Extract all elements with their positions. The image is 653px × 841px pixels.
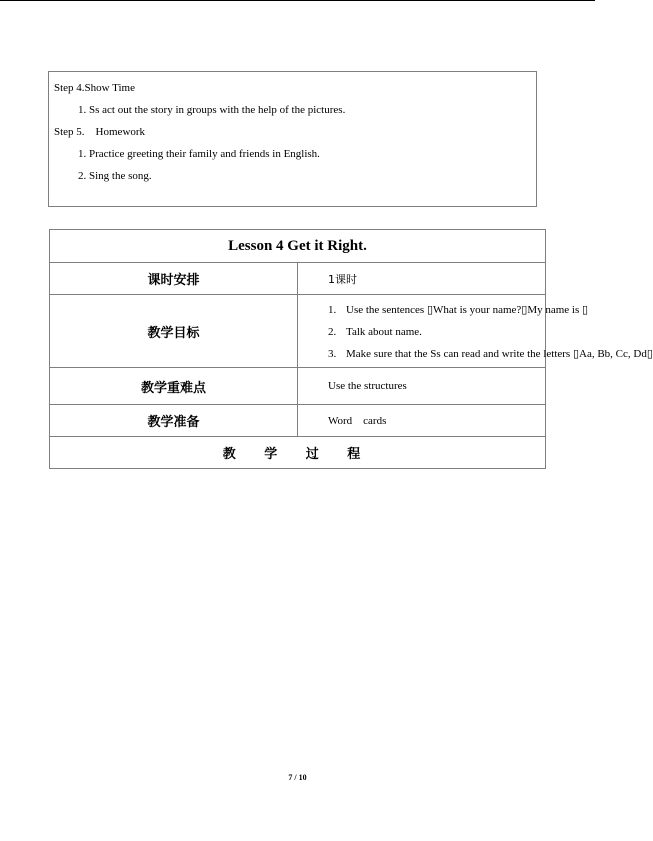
previous-lesson-steps-box — [48, 71, 537, 207]
objectives-list — [298, 295, 653, 367]
objectives-cell — [298, 295, 653, 368]
key-points-header: 教学重难点 — [50, 368, 298, 405]
preparation-row — [50, 405, 546, 437]
schedule-row — [50, 263, 546, 295]
page-number: 7 / 10 — [288, 773, 307, 782]
objective-item: 1. Use the sentences ▯What is your name?▯My name is ▯ — [328, 304, 589, 316]
step5-item-2: 2. Sing the song. — [78, 170, 152, 182]
lesson-plan-table — [49, 229, 653, 469]
lesson-title: Lesson 4 Get it Right. — [50, 230, 546, 263]
objectives-row — [50, 295, 546, 368]
key-points-row — [50, 368, 546, 405]
objectives-header: 教学目标 — [50, 295, 298, 368]
objective-item: 3. Make sure that the Ss can read and write the letters ▯Aa, Bb, Cc, Dd▯ — [328, 348, 653, 360]
key-points-value: Use the structures — [298, 368, 546, 405]
step5-item-1: 1. Practice greeting their family and friends in English. — [78, 148, 320, 160]
lesson-title-row — [50, 230, 546, 263]
teaching-process-label: 教 学 过 程 — [50, 437, 546, 469]
process-row — [50, 437, 546, 469]
preparation-header: 教学准备 — [50, 405, 298, 437]
step4-title: Step 4.Show Time — [54, 82, 135, 94]
schedule-value: 1课时 — [298, 263, 546, 295]
step4-item-1: 1. Ss act out the story in groups with the help of the pictures. — [78, 104, 346, 116]
schedule-header: 课时安排 — [50, 263, 298, 295]
objective-item: 2. Talk about name. — [328, 326, 422, 338]
top-rule — [0, 0, 595, 1]
preparation-value: Word cards — [298, 405, 546, 437]
step5-title: Step 5. Homework — [54, 126, 146, 138]
